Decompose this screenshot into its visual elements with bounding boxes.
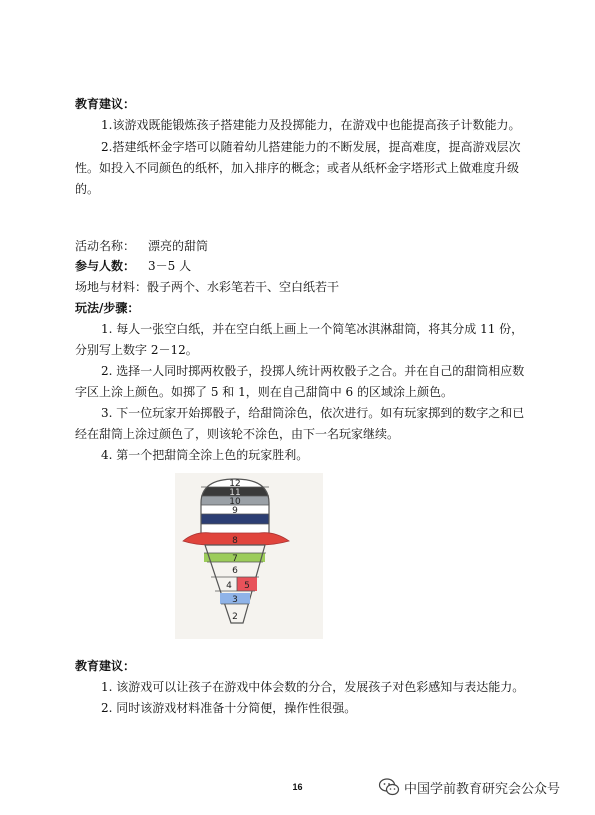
step-2-line-2: 字区上涂上颜色。如掷了 5 和 1，则在自己甜筒中 6 的区域涂上颜色。 xyxy=(75,385,453,399)
activity-steps-heading: 玩法/步骤： xyxy=(75,301,140,315)
page-number: 16 xyxy=(292,782,303,792)
section1-paragraph-2-line-1: 2.搭建纸杯金字塔可以随着幼儿搭建能力的不断发展，提高难度，提高游戏层次 xyxy=(101,140,521,154)
activity-materials-value: 骰子两个、水彩笔若干、空白纸若干 xyxy=(147,280,340,294)
cone-label-10: 10 xyxy=(229,497,241,507)
cone-label-9: 9 xyxy=(232,506,238,516)
cone-label-4: 4 xyxy=(226,581,232,591)
cone-label-5: 5 xyxy=(244,581,250,591)
section2-heading: 教育建议： xyxy=(75,659,136,673)
cone-label-2: 2 xyxy=(232,612,238,622)
watermark-text: 中国学前教育研究会公众号 xyxy=(404,781,561,797)
step-3-line-2: 经在甜筒上涂过颜色了，则该轮不涂色，由下一名玩家继续。 xyxy=(75,427,400,441)
section1-heading: 教育建议： xyxy=(75,97,136,111)
cone-label-6: 6 xyxy=(232,566,238,576)
step-2-line-1: 2. 选择一人同时掷两枚骰子，投掷人统计两枚骰子之合。并在自己的甜筒相应数 xyxy=(101,364,525,378)
activity-people-value: 3－5 人 xyxy=(148,259,192,273)
activity-people-label: 参与人数： xyxy=(75,259,136,273)
step-3-line-1: 3. 下一位玩家开始掷骰子，给甜筒涂色，依次进行。如有玩家掷到的数字之和已 xyxy=(101,406,525,420)
section1-paragraph-2-line-2: 性。如投入不同颜色的纸杯，加入排序的概念；或者从纸杯金字塔形式上做难度升级 xyxy=(75,161,520,175)
cone-label-7: 7 xyxy=(232,554,238,564)
cone-label-3: 3 xyxy=(232,595,238,605)
wechat-icon xyxy=(378,777,400,797)
section2-paragraph-1: 1. 该游戏可以让孩子在游戏中体会数的分合，发展孩子对色彩感知与表达能力。 xyxy=(101,680,525,694)
step-4: 4. 第一个把甜筒全涂上色的玩家胜利。 xyxy=(101,448,309,462)
section1-paragraph-2-line-3: 的。 xyxy=(75,182,100,196)
step-1-line-2: 分别写上数字 2－12。 xyxy=(75,343,198,357)
cone-label-12: 12 xyxy=(229,479,241,489)
activity-name-value: 漂亮的甜筒 xyxy=(148,239,209,253)
activity-name-label: 活动名称： xyxy=(75,239,136,253)
step-1-line-1: 1. 每人一张空白纸，并在空白纸上画上一个简笔冰淇淋甜筒，将其分成 11 份， xyxy=(101,322,524,336)
cone-label-11: 11 xyxy=(229,488,241,498)
cone-label-8: 8 xyxy=(232,536,238,546)
ice-cream-cone-drawing xyxy=(175,473,323,639)
stripe-scoop-base xyxy=(195,524,275,533)
section2-paragraph-2: 2. 同时该游戏材料准备十分简便，操作性很强。 xyxy=(101,701,357,715)
activity-materials-label: 场地与材料： xyxy=(75,280,148,294)
section1-paragraph-1: 1.该游戏既能锻炼孩子搭建能力及投掷能力，在游戏中也能提高孩子计数能力。 xyxy=(101,118,521,132)
watermark xyxy=(378,776,560,798)
